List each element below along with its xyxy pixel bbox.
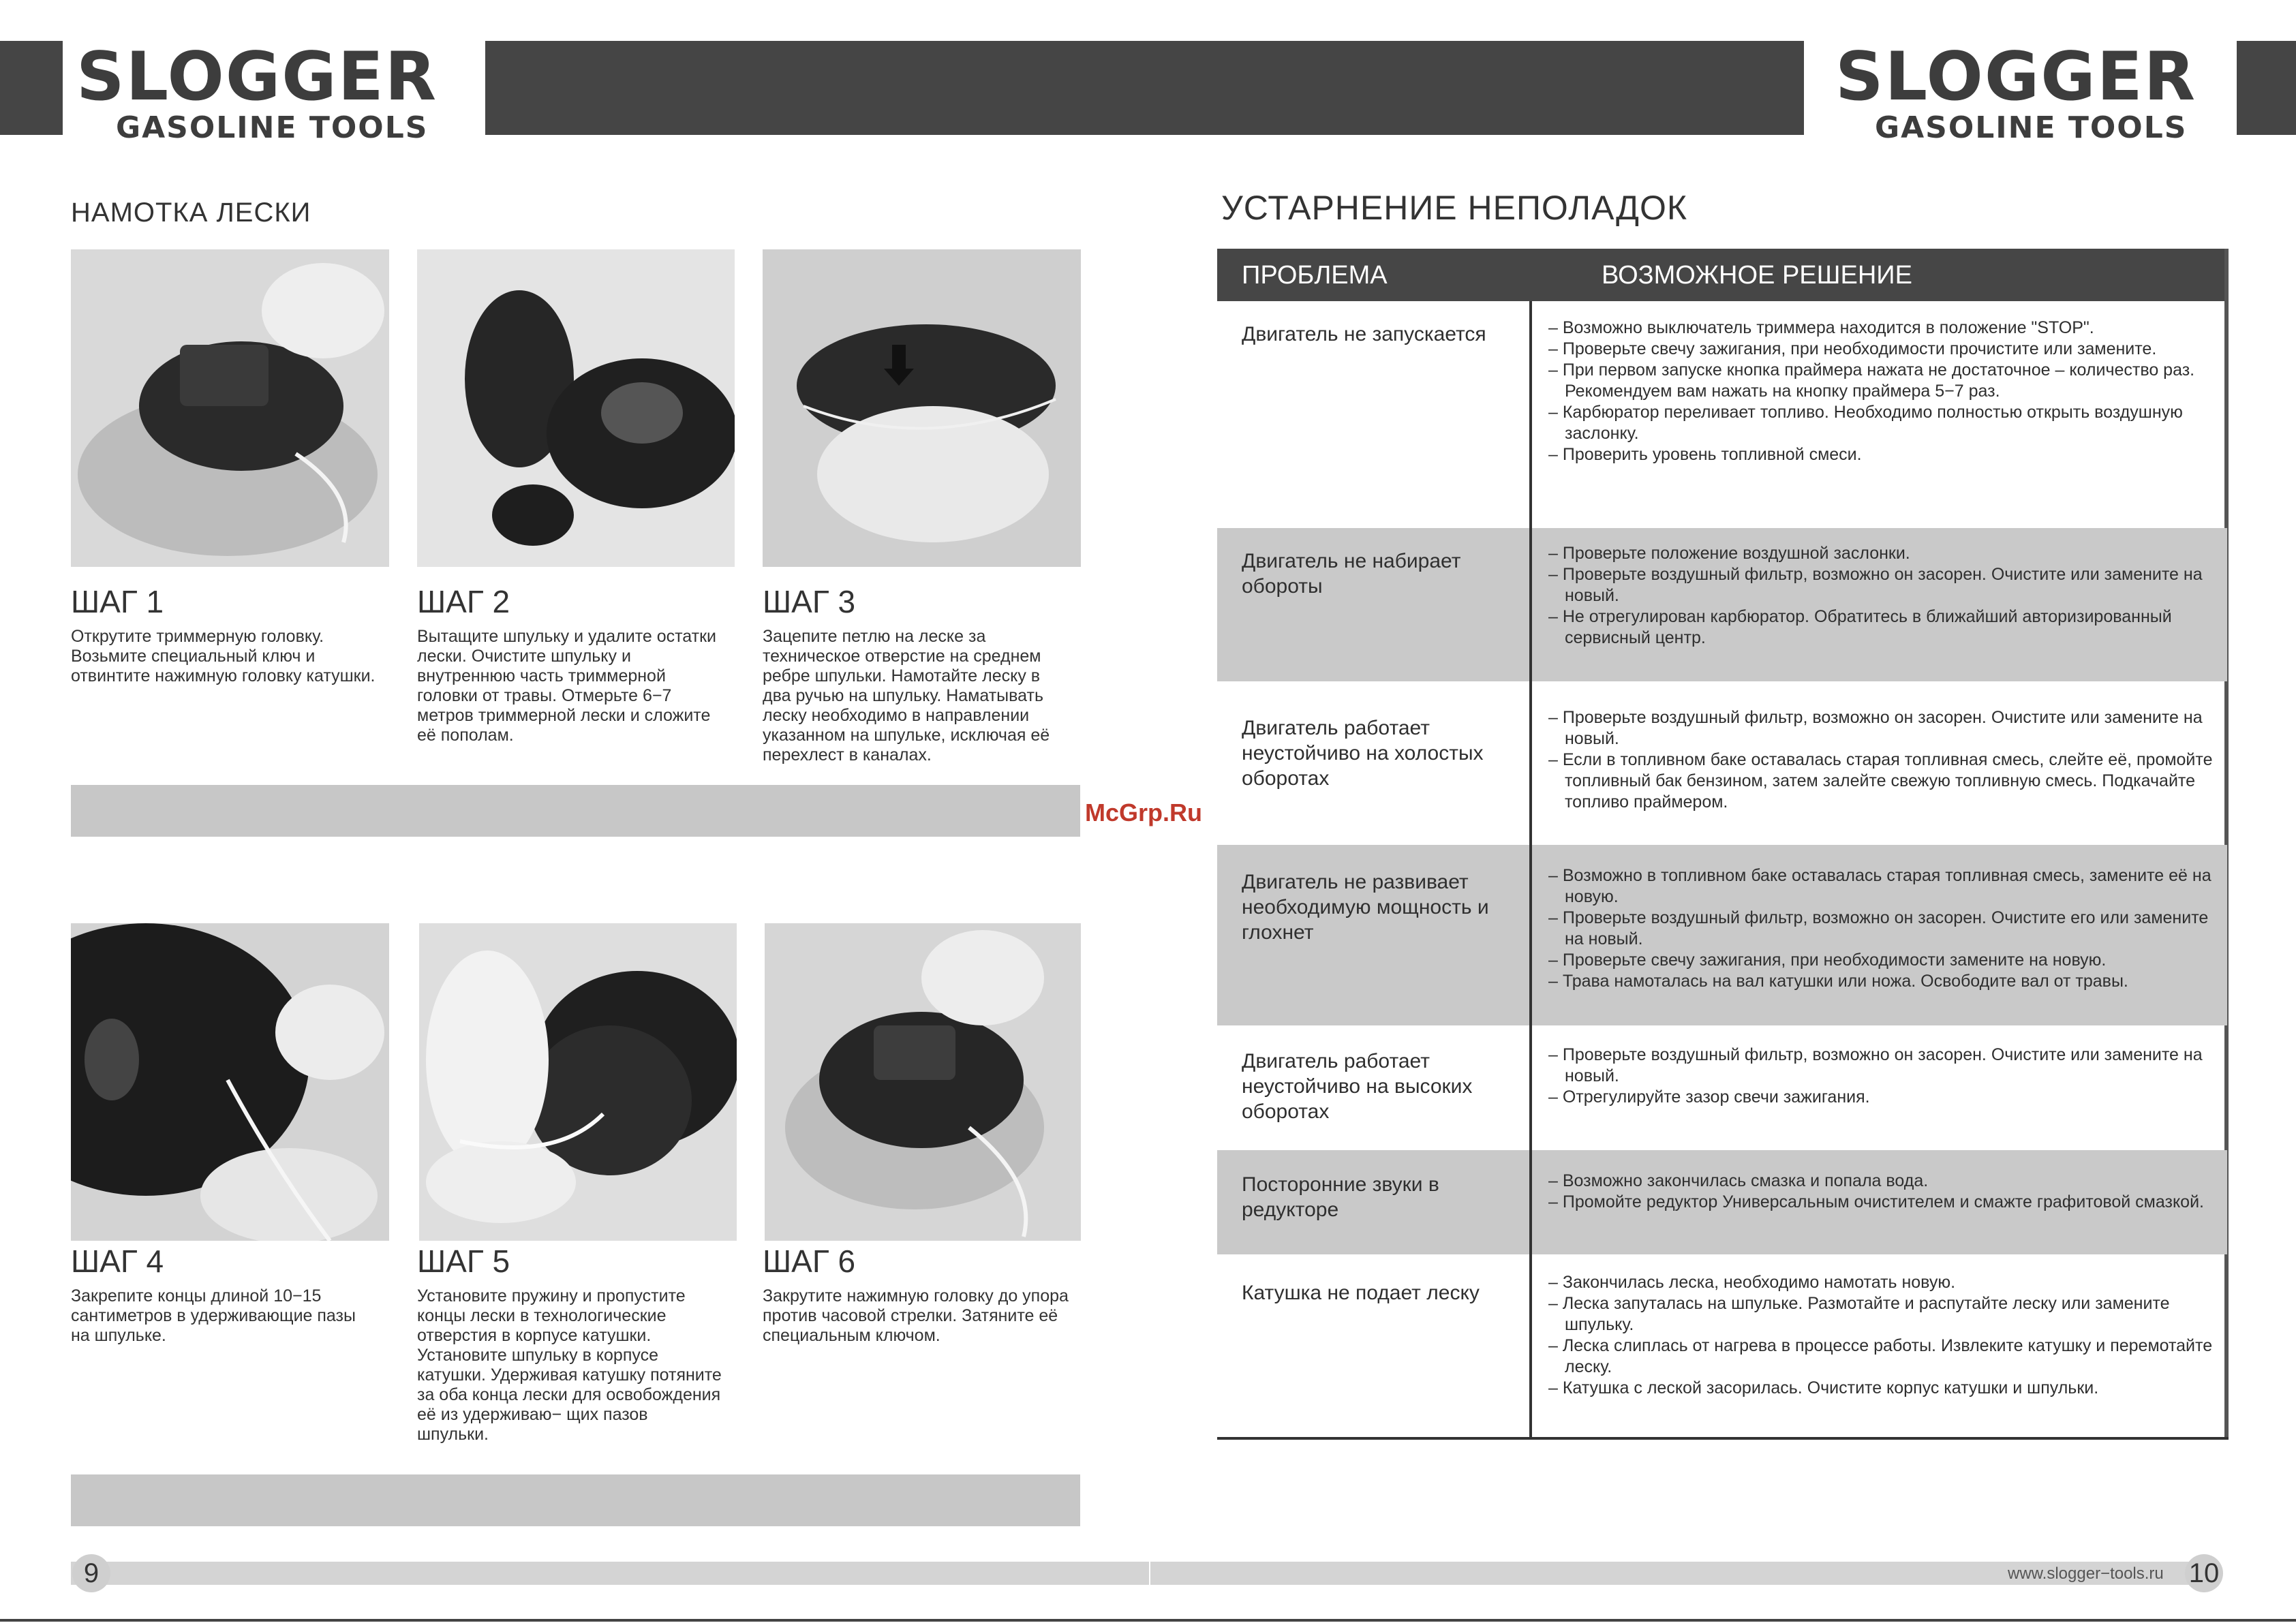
- column-header-solution: ВОЗМОЖНОЕ РЕШЕНИЕ: [1602, 261, 1912, 290]
- step-2-text: Вытащите шпульку и удалите остатки лески. Очистите шпульку и внутреннюю часть триммерной головки от травы. Отмерьте 6−7 метров триммерной лески и сложите её пополам.: [417, 627, 717, 745]
- photo-step-5: [419, 923, 737, 1241]
- problem-cell: Двигатель работает неустойчиво на высоких оборотах: [1242, 1050, 1473, 1123]
- problem-cell: Двигатель не набирает обороты: [1242, 550, 1461, 598]
- inserting-spool-photo-icon: [419, 923, 737, 1241]
- problem-cell: Посторонние звуки в редукторе: [1242, 1173, 1439, 1221]
- problem-cell: Двигатель работает неустойчиво на холостых оборотах: [1242, 717, 1484, 790]
- step-4-title: ШАГ 4: [71, 1243, 164, 1279]
- photo-step-1: [71, 249, 389, 567]
- step-4-text: Закрепите концы длиной 10−15 сантиметров в удерживающие пазы на шпульке.: [71, 1286, 356, 1345]
- gray-band-1: [71, 785, 1080, 837]
- table-row: [1217, 681, 2227, 845]
- solution-cell: – Проверьте воздушный фильтр, возможно он засорен. Очистите или замените на новый. – Если в топливном баке оставалась старая топливная смесь, слейте её, промойте топливный бак бензином, затем залейте свежую топливную смесь. Подкачайте топливо праймером.: [1548, 708, 2213, 812]
- footer-strip-left: [71, 1562, 1149, 1585]
- step-1-title: ШАГ 1: [71, 584, 164, 619]
- watermark: McGrp.Ru: [1085, 799, 1203, 826]
- column-divider: [1529, 301, 1532, 1438]
- logo-right: SLOGGER GASOLINE TOOLS: [1835, 38, 2197, 145]
- page-number-right: 10: [2185, 1554, 2223, 1592]
- table-row: [1217, 1025, 2227, 1150]
- step-6-title: ШАГ 6: [763, 1243, 856, 1279]
- page-number-left: 9: [72, 1554, 110, 1592]
- problem-cell: Двигатель не развивает необходимую мощность и глохнет: [1242, 871, 1489, 944]
- header-bar-middle: [485, 41, 1804, 135]
- solution-cell: – Проверьте воздушный фильтр, возможно он засорен. Очистите или замените на новый. – Отрегулируйте зазор свечи зажигания.: [1548, 1045, 2203, 1107]
- step-3-title: ШАГ 3: [763, 584, 856, 619]
- solution-cell: – Возможно в топливном баке оставалась старая топливная смесь, замените её на новую. – Проверьте воздушный фильтр, возможно он засорен. Очистите его или замените на новый. – Проверьте свечу зажигания, при необходимости замените на новую. – Трава намоталась на вал катушки или ножа. Освободите вал от травы.: [1548, 866, 2211, 991]
- spool-parts-photo-icon: [417, 249, 735, 567]
- step-5-text: Установите пружину и пропустите концы лески в технологические отверстия в корпусе катушки. Установите шпульку в корпусе катушки. Удерживая катушку потяните за оба конца лески для освобождения её из удерживаю− щих пазов шпульки.: [417, 1286, 722, 1444]
- step-5-title: ШАГ 5: [417, 1243, 510, 1279]
- troubleshooting-table: [1217, 249, 2227, 1440]
- header-bar-right: [2237, 41, 2296, 135]
- solution-cell: – Закончилась леска, необходимо намотать новую. – Леска запуталась на шпульке. Размотайте и распутайте леску или замените шпульку. – Леска слиплась от нагрева в процессе работы. Извлеките катушку и перемотайте леску. – Катушка с леской засорилась. Очистите корпус катушки и шпульки.: [1548, 1273, 2213, 1397]
- table-row: [1217, 528, 2227, 681]
- step-1-text: Открутите триммерную головку. Возьмите специальный ключ и отвинтите нажимную головку катушки.: [71, 627, 376, 685]
- photo-step-3: [763, 249, 1081, 567]
- winding-line-photo-icon: [763, 249, 1081, 567]
- tightening-head-photo-icon: [765, 923, 1081, 1241]
- table-row: [1217, 845, 2227, 1025]
- photo-step-2: [417, 249, 735, 567]
- solution-cell: – Проверьте положение воздушной заслонки. – Проверьте воздушный фильтр, возможно он засорен. Очистите или замените на новый. – Не отрегулирован карбюратор. Обратитесь в ближайший авторизированный сервисный центр.: [1548, 544, 2203, 647]
- column-header-problem: ПРОБЛЕМА: [1242, 261, 1388, 290]
- photo-step-6: [765, 923, 1081, 1241]
- gray-band-2: [71, 1474, 1080, 1526]
- website-link[interactable]: www.slogger−tools.ru: [2008, 1564, 2164, 1583]
- table-bottom-border: [1217, 1437, 2229, 1440]
- table-row: [1217, 1254, 2227, 1438]
- section-title-troubleshooting: УСТАРНЕНИЕ НЕПОЛАДОК: [1221, 189, 1687, 227]
- solution-cell: – Возможно закончилась смазка и попала вода. – Промойте редуктор Универсальным очистителем и смажте графитовой смазкой.: [1548, 1171, 2204, 1211]
- photo-step-4: [71, 923, 389, 1241]
- problem-cell: Катушка не подает леску: [1242, 1282, 1480, 1304]
- step-2-title: ШАГ 2: [417, 584, 510, 619]
- step-3-text: Зацепите петлю на леске за техническое отверстие на среднем ребре шпульки. Намотайте леску в два ручью на шпульку. Наматывать леску необходимо в направлении указанном на шпульке, исключая её перехлест в каналах.: [763, 627, 1050, 764]
- logo-left: SLOGGER GASOLINE TOOLS: [76, 38, 438, 145]
- header-bar-left: [0, 41, 63, 135]
- solution-cell: – Возможно выключатель триммера находится в положение "STOP". – Проверьте свечу зажигания, при необходимости прочистите или замените. – При первом запуске кнопка праймера нажата не достаточное – количество раз. Рекомендуем вам нажать на кнопку праймера 5−7 раз. – Карбюратор переливает топливо. Необходимо полностью открыть воздушную заслонку. – Проверить уровень топливной смеси.: [1548, 318, 2195, 464]
- step-6-text: Закрутите нажимную головку до упора против часовой стрелки. Затяните её специальным ключом.: [763, 1286, 1069, 1345]
- table-row: [1217, 1150, 2227, 1254]
- bottom-edge-line: [0, 1619, 2296, 1622]
- table-header: [1217, 249, 2227, 301]
- section-title-line-winding: НАМОТКА ЛЕСКИ: [71, 198, 311, 228]
- problem-cell: Двигатель не запускается: [1242, 323, 1486, 345]
- spool-slots-photo-icon: [71, 923, 389, 1241]
- trimmer-head-photo-icon: [71, 249, 389, 567]
- table-row: [1217, 301, 2227, 528]
